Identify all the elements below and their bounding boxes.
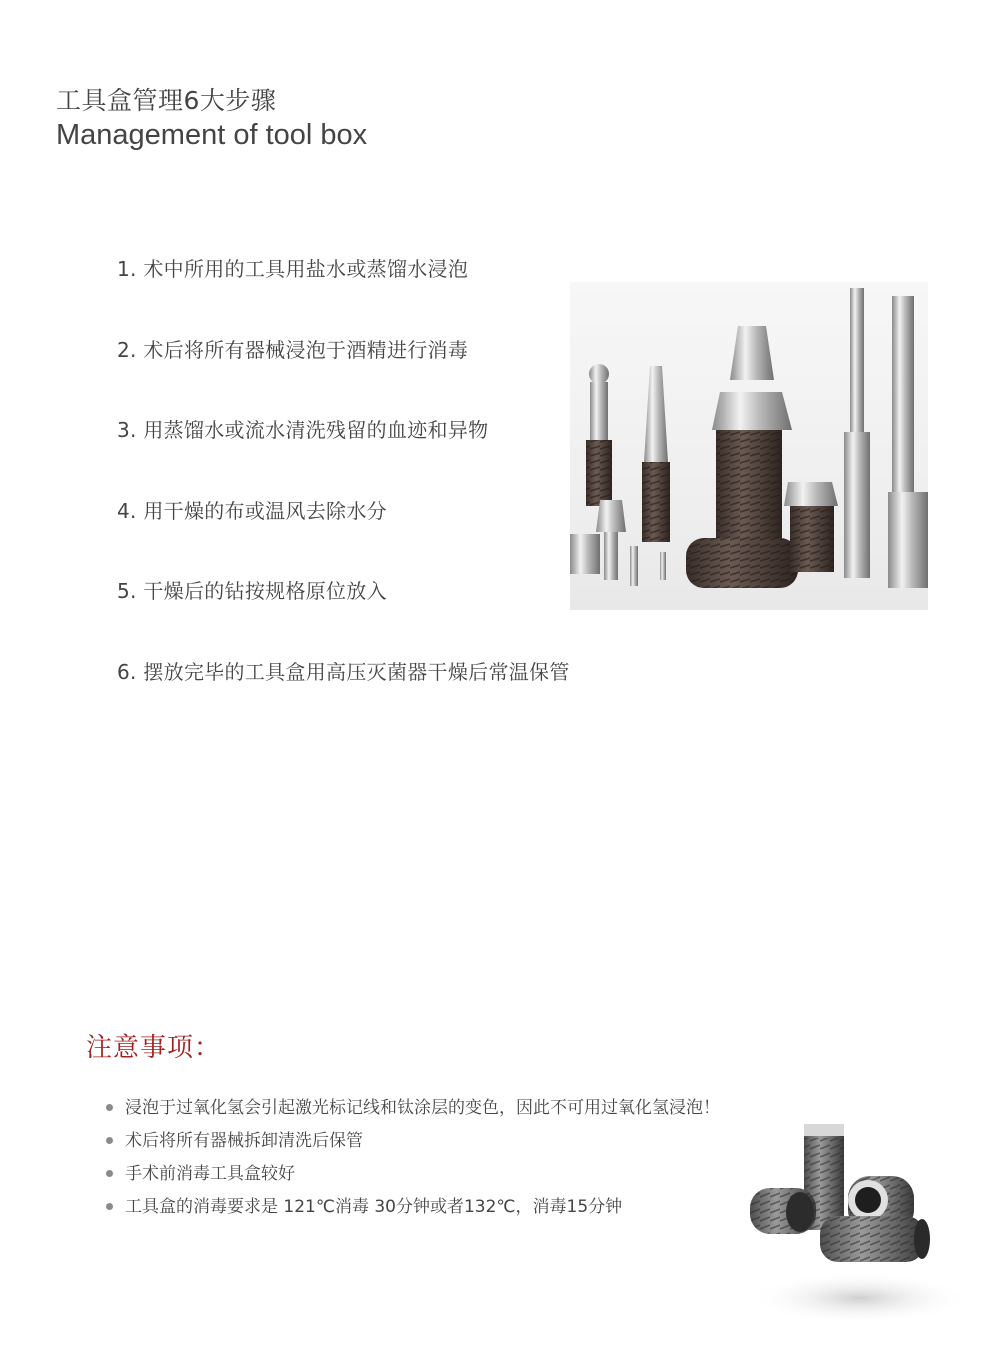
- notes-title: 注意事项：: [86, 1033, 222, 1063]
- note-text: 浸泡于过氧化氢会引起激光标记线和钛涂层的变色，因此不可用过氧化氢浸泡！: [125, 1098, 720, 1118]
- note-item: [104, 1127, 720, 1160]
- step-item: 5. 干燥后的钻按规格原位放入: [117, 579, 387, 604]
- bullet-icon: [106, 1170, 113, 1177]
- notes-list: [104, 1094, 720, 1226]
- step-item: 6. 摆放完毕的工具盒用高压灭菌器干燥后常温保管: [117, 659, 570, 684]
- bullet-icon: [106, 1104, 113, 1111]
- bullet-icon: [106, 1137, 113, 1144]
- note-text: 术后将所有器械拆卸清洗后保管: [125, 1131, 363, 1151]
- note-item: [104, 1160, 720, 1193]
- step-item: 4. 用干燥的布或温风去除水分: [117, 498, 387, 523]
- note-text: 工具盒的消毒要求是 121℃消毒 30分钟或者132℃，消毒15分钟: [125, 1197, 623, 1217]
- bullet-icon: [106, 1203, 113, 1210]
- note-item: [104, 1193, 720, 1226]
- step-item: 1. 术中所用的工具用盐水或蒸馏水浸泡: [117, 257, 469, 281]
- dental-implant-components-photo: [570, 282, 928, 610]
- step-item: 2. 术后将所有器械浸泡于酒精进行消毒: [117, 337, 469, 362]
- note-text: 手术前消毒工具盒较好: [125, 1164, 295, 1184]
- note-item: [104, 1094, 720, 1127]
- dental-implants-group-photo: [740, 1118, 970, 1328]
- page-title-cn: 工具盒管理6大步骤: [56, 86, 277, 115]
- page-title-en: Management of tool box: [56, 119, 368, 151]
- step-item: 3. 用蒸馏水或流水清洗残留的血迹和异物: [117, 418, 489, 443]
- steps-list: [117, 252, 570, 736]
